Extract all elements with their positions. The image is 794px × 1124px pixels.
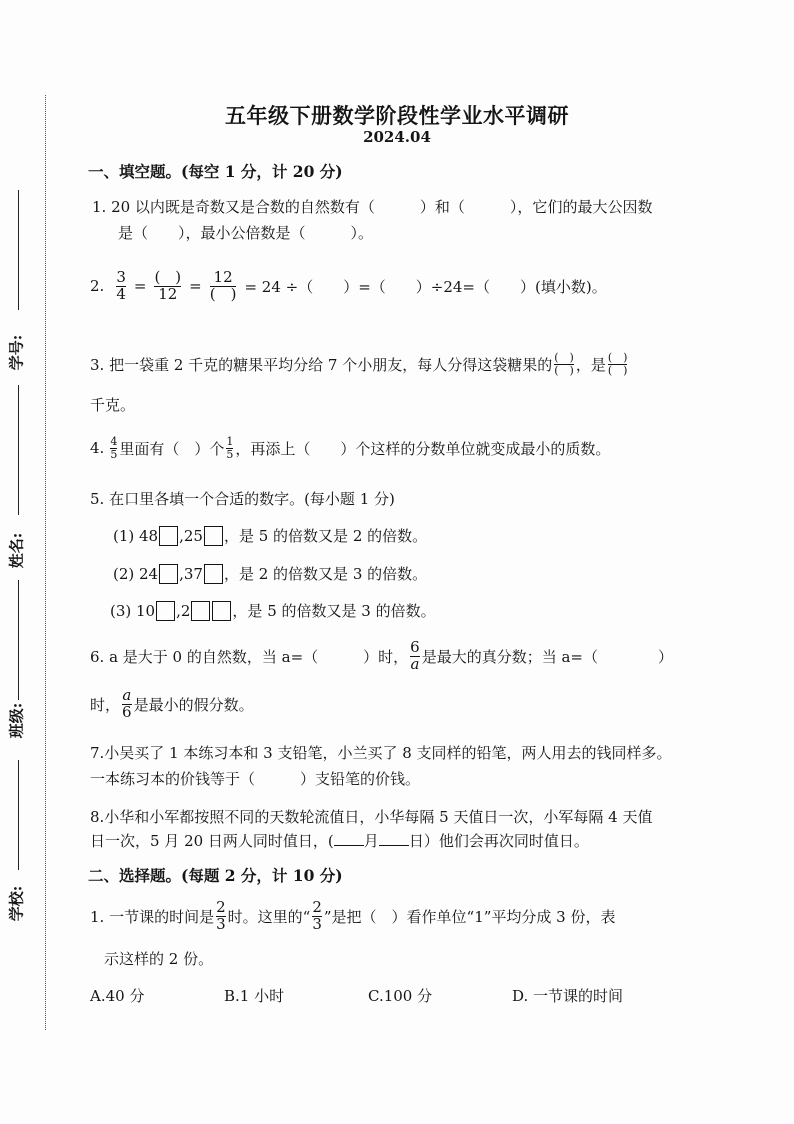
q8-month: 月: [363, 832, 379, 850]
q8-line2b: 日）他们会再次同时值日。: [408, 832, 589, 850]
q5-sub3-sep: ,2: [176, 601, 191, 620]
q4-unit-fraction: [226, 436, 233, 460]
q4: [90, 436, 610, 460]
student-no-line: [18, 190, 19, 310]
q6-b: 是最大的真分数；当 a=（ ）: [421, 647, 673, 666]
option-b[interactable]: B.1 小时: [224, 987, 285, 1005]
q3-line2: 千克。: [90, 396, 136, 414]
q3-mid: ，是: [575, 355, 606, 374]
q5-sub1-label: (1) 48: [113, 526, 159, 545]
section2-heading: 二、选择题。(每题 2 分，计 10 分): [88, 866, 343, 885]
q6-a: 6. a 是大于 0 的自然数，当 a=（ ）时，: [90, 647, 409, 666]
name-label: 姓名:: [7, 532, 26, 569]
q4-b: ，再添上（ ）个这样的分数单位就变成最小的质数。: [235, 439, 611, 458]
q5-sub1: [113, 525, 427, 546]
page-title: 五年级下册数学阶段性学业水平调研: [225, 103, 569, 128]
q4-u-num: 1: [226, 435, 234, 448]
answer-box[interactable]: [204, 526, 223, 546]
month-blank[interactable]: [334, 833, 364, 846]
name-line: [18, 385, 19, 515]
s2-f1-num: 2: [216, 898, 226, 916]
q3-b2-den: ( ): [607, 363, 628, 377]
school-label: 学校:: [7, 885, 26, 922]
answer-box[interactable]: [204, 564, 223, 584]
option-c[interactable]: C.100 分: [368, 987, 433, 1005]
answer-box[interactable]: [191, 601, 210, 621]
q2-fraction-3: [210, 270, 237, 303]
q5-sub3-label: (3) 10: [110, 601, 156, 620]
q1-line2: 是（ ），最小公倍数是（ ）。: [118, 224, 374, 242]
answer-box[interactable]: [156, 601, 175, 621]
q6-fraction-1: [410, 640, 420, 673]
q5-sub1-tail: ，是 5 的倍数又是 2 的倍数。: [223, 527, 428, 545]
q7-line2: 一本练习本的价钱等于（ ）支铅笔的价钱。: [90, 770, 421, 788]
s2-f2-num: 2: [312, 898, 322, 916]
q2-f3-den: ( ): [209, 284, 237, 303]
q2-fraction-1: [116, 270, 126, 303]
option-a[interactable]: A.40 分: [90, 987, 145, 1005]
q2: [90, 270, 607, 303]
q8-line2a: 日一次，5 月 20 日两人同时值日，(: [90, 832, 334, 850]
q6-fraction-2: [122, 688, 132, 721]
q3-b1-num: ( ): [554, 351, 574, 364]
s2-q1-c: ”是把（ ）看作单位“1”平均分成 3 份，表: [323, 907, 616, 926]
q5-sub2: [113, 563, 427, 584]
q6-line1: [90, 640, 673, 673]
q7-line1: 7.小吴买了 1 本练习本和 3 支铅笔，小兰买了 8 支同样的铅笔，两人用去的钱同样多。: [90, 744, 672, 762]
q6-d: 是最小的假分数。: [133, 695, 254, 714]
q2-number: 2.: [90, 277, 105, 296]
q6-f2-den: 6: [122, 702, 132, 721]
s2-f1-den: 3: [216, 914, 226, 933]
s2-q1-a: 1. 一节课的时间是: [90, 907, 215, 926]
q5-sub2-sep: ,37: [179, 564, 203, 583]
school-line: [18, 760, 19, 870]
s2-q1-b: 时。这里的“: [227, 907, 311, 926]
q1-line1: 1. 20 以内既是奇数又是合数的自然数有（ ）和（ ），它们的最大公因数: [92, 198, 653, 216]
q3-line1: [90, 352, 629, 376]
q3-b2-num: ( ): [607, 351, 628, 364]
q6-f1-den: a: [410, 654, 420, 673]
q2-eq1: =: [133, 277, 147, 296]
q4-a: 里面有（ ）个: [119, 439, 225, 458]
class-line: [18, 580, 19, 700]
q2-f1-den: 4: [116, 284, 126, 303]
q2-f2-num: ( ): [154, 268, 182, 286]
q8-line1: 8.小华和小军都按照不同的天数轮流值日，小华每隔 5 天值日一次，小军每隔 4 天值: [90, 808, 653, 826]
q5-sub1-sep: ,25: [179, 526, 203, 545]
q2-fraction-2: [154, 270, 181, 303]
s2-q1-line1: [90, 900, 616, 933]
q4-number: 4.: [90, 439, 105, 458]
q5-sub3-tail: ，是 5 的倍数又是 3 的倍数。: [232, 602, 436, 620]
q5-sub2-tail: ，是 2 的倍数又是 3 的倍数。: [223, 565, 428, 583]
s2-q1-fraction-2: [312, 900, 322, 933]
option-d[interactable]: D. 一节课的时间: [512, 987, 624, 1005]
q4-fraction: [110, 436, 117, 460]
q6-f1-num: 6: [410, 638, 420, 656]
q2-f1-num: 3: [116, 268, 126, 286]
binding-dotted-line: [45, 95, 46, 1030]
day-blank[interactable]: [379, 833, 409, 846]
section1-heading: 一、填空题。(每空 1 分，计 20 分): [88, 162, 343, 181]
q5-line: 5. 在口里各填一个合适的数字。(每小题 1 分): [90, 490, 395, 508]
q2-eq2: =: [189, 277, 202, 296]
class-label: 班级:: [7, 702, 26, 739]
q3-blank-fraction-2: [608, 352, 628, 376]
q6-line2: [90, 688, 254, 721]
exam-date: 2024.04: [363, 128, 431, 146]
answer-box[interactable]: [159, 526, 178, 546]
q5-sub3: [110, 600, 436, 621]
q4-f-num: 4: [110, 435, 118, 448]
q3-text: 3. 把一袋重 2 千克的糖果平均分给 7 个小朋友，每人分得这袋糖果的: [90, 355, 553, 374]
q2-f2-den: 12: [158, 284, 178, 303]
q5-sub2-label: (2) 24: [113, 564, 159, 583]
q3-blank-fraction-1: [554, 352, 574, 376]
s2-q1-fraction-1: [216, 900, 226, 933]
q2-f3-num: 12: [213, 268, 233, 286]
s2-q1-line2: 示这样的 2 份。: [104, 950, 214, 968]
s2-f2-den: 3: [312, 914, 322, 933]
answer-box[interactable]: [212, 601, 231, 621]
q8-line2: [90, 830, 589, 851]
q2-rest: = 24 ÷（ ）=（ ）÷24=（ ）(填小数)。: [244, 277, 607, 296]
answer-box[interactable]: [159, 564, 178, 584]
q3-b1-den: ( ): [554, 363, 574, 377]
q6-c: 时，: [90, 695, 121, 714]
q4-f-den: 5: [110, 447, 118, 461]
student-no-label: 学号:: [7, 334, 26, 371]
q4-u-den: 5: [226, 447, 234, 461]
q6-f2-num: a: [122, 686, 132, 704]
